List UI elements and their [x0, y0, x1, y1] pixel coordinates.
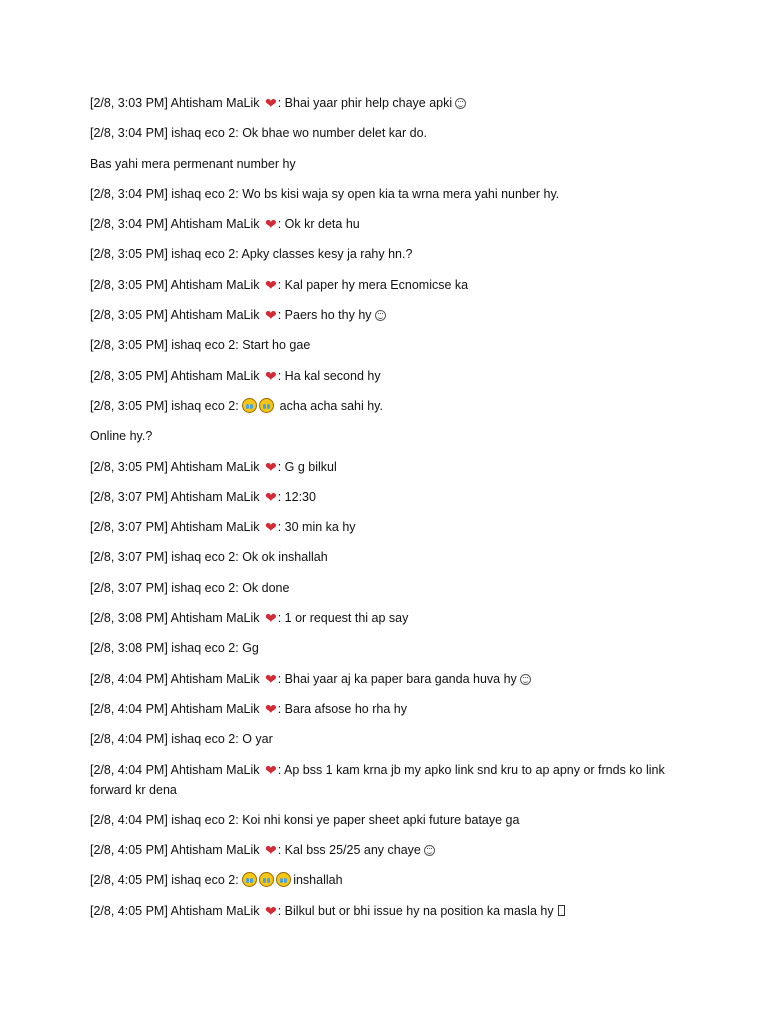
red-heart-icon: ❤	[265, 671, 277, 688]
message-header: [2/8, 3:08 PM] Ahtisham MaLik	[90, 611, 263, 626]
message-header: [2/8, 4:04 PM] Ahtisham MaLik	[90, 671, 263, 686]
message-text: Koi nhi konsi ye paper sheet apki future bataye ga	[242, 812, 520, 827]
smiling-face-icon	[520, 674, 531, 685]
message-text: : Paers ho thy hy	[277, 308, 372, 323]
message-text: Ok bhae wo number delet kar do.	[242, 126, 428, 141]
message-header: [2/8, 3:07 PM] Ahtisham MaLik	[90, 489, 263, 504]
chat-message	[90, 517, 690, 537]
chat-message	[90, 335, 690, 355]
message-text: : 30 min ka hy	[277, 520, 356, 535]
red-heart-icon: ❤	[265, 368, 277, 385]
chat-message	[90, 275, 690, 295]
red-heart-icon: ❤	[265, 217, 277, 234]
chat-message	[90, 901, 690, 921]
message-text: : 12:30	[277, 489, 316, 504]
chat-message	[90, 366, 690, 386]
message-text: : G g bilkul	[277, 459, 337, 474]
chat-message	[90, 608, 690, 628]
chat-message	[90, 184, 690, 204]
message-header: [2/8, 3:05 PM] Ahtisham MaLik	[90, 277, 263, 292]
message-text: : Ha kal second hy	[277, 368, 381, 383]
chat-message	[90, 870, 690, 890]
message-text: : Bhai yaar aj ka paper bara ganda huva hy	[277, 671, 517, 686]
crying-face-icon	[259, 872, 274, 887]
message-text: Gg	[242, 641, 259, 656]
chat-message	[90, 578, 690, 598]
message-header: [2/8, 4:05 PM] ishaq eco 2:	[90, 873, 243, 888]
message-text: Bas yahi mera permenant number hy	[90, 156, 296, 171]
message-header: [2/8, 4:04 PM] ishaq eco 2:	[90, 812, 243, 827]
chat-message	[90, 547, 690, 567]
red-heart-icon: ❤	[265, 762, 277, 779]
message-text: O yar	[242, 732, 273, 747]
crying-face-icon	[259, 398, 274, 413]
chat-message	[90, 214, 690, 234]
message-header: [2/8, 3:08 PM] ishaq eco 2:	[90, 641, 243, 656]
message-header: [2/8, 3:05 PM] Ahtisham MaLik	[90, 308, 263, 323]
missing-glyph-icon	[558, 905, 565, 916]
chat-message	[90, 487, 690, 507]
red-heart-icon: ❤	[265, 611, 277, 628]
chat-message	[90, 699, 690, 719]
red-heart-icon: ❤	[265, 843, 277, 860]
message-header: [2/8, 3:07 PM] ishaq eco 2:	[90, 580, 243, 595]
message-text: : 1 or request thi ap say	[277, 611, 409, 626]
chat-message	[90, 669, 690, 689]
smiling-face-icon	[375, 310, 386, 321]
red-heart-icon: ❤	[265, 520, 277, 537]
chat-message	[90, 244, 690, 264]
message-header: [2/8, 4:05 PM] Ahtisham MaLik	[90, 843, 263, 858]
message-text: Ok done	[242, 580, 290, 595]
message-header: [2/8, 3:04 PM] ishaq eco 2:	[90, 186, 243, 201]
red-heart-icon: ❤	[265, 701, 277, 718]
chat-message	[90, 840, 690, 860]
message-header: [2/8, 3:07 PM] Ahtisham MaLik	[90, 520, 263, 535]
crying-face-icon	[242, 872, 257, 887]
chat-message	[90, 729, 690, 749]
message-text: : Kal paper hy mera Ecnomicse ka	[277, 277, 469, 292]
message-text: inshallah	[293, 873, 343, 888]
red-heart-icon: ❤	[265, 489, 277, 506]
crying-face-icon	[242, 398, 257, 413]
message-header: [2/8, 3:05 PM] ishaq eco 2:	[90, 338, 243, 353]
chat-message	[90, 123, 690, 143]
message-text: acha acha sahi hy.	[276, 398, 383, 413]
message-text: Apky classes kesy ja rahy hn.?	[241, 247, 413, 262]
smiling-face-icon	[424, 845, 435, 856]
message-text: : Bilkul but or bhi issue hy na position ka masla hy	[277, 903, 554, 918]
red-heart-icon: ❤	[265, 277, 277, 294]
message-text: : Kal bss 25/25 any chaye	[277, 843, 421, 858]
message-text: : Bara afsose ho rha hy	[277, 701, 407, 716]
message-header: [2/8, 3:07 PM] ishaq eco 2:	[90, 550, 243, 565]
red-heart-icon: ❤	[265, 96, 277, 112]
message-text: Start ho gae	[242, 338, 311, 353]
chat-message	[90, 760, 690, 800]
chat-message	[90, 426, 690, 446]
chat-message	[90, 457, 690, 477]
crying-face-icon	[276, 872, 291, 887]
message-header: [2/8, 3:05 PM] ishaq eco 2:	[90, 398, 243, 413]
message-header: [2/8, 3:05 PM] Ahtisham MaLik	[90, 459, 263, 474]
chat-message	[90, 810, 690, 830]
message-text: Ok ok inshallah	[242, 550, 328, 565]
message-header: [2/8, 3:04 PM] Ahtisham MaLik	[90, 217, 263, 232]
message-text: Wo bs kisi waja sy open kia ta wrna mera yahi nunber hy.	[242, 186, 560, 201]
message-header: [2/8, 3:05 PM] ishaq eco 2:	[90, 247, 242, 262]
message-text: : Ap bss 1 kam krna jb my apko link snd kru to ap apny or frnds ko link forward kr dena	[90, 762, 665, 797]
message-text: : Bhai yaar phir help chaye apki	[277, 96, 453, 110]
red-heart-icon: ❤	[265, 308, 277, 325]
message-header: [2/8, 3:03 PM] Ahtisham MaLik	[90, 96, 263, 110]
message-header: [2/8, 4:04 PM] ishaq eco 2:	[90, 732, 243, 747]
chat-message	[90, 396, 690, 416]
chat-message	[90, 305, 690, 325]
message-header: [2/8, 4:04 PM] Ahtisham MaLik	[90, 701, 263, 716]
red-heart-icon: ❤	[265, 459, 277, 476]
message-header: [2/8, 4:04 PM] Ahtisham MaLik	[90, 762, 263, 777]
message-text: Online hy.?	[90, 429, 153, 444]
chat-message	[90, 638, 690, 658]
message-header: [2/8, 3:04 PM] ishaq eco 2:	[90, 126, 243, 141]
chat-transcript	[90, 93, 690, 931]
message-text: : Ok kr deta hu	[277, 217, 360, 232]
chat-message	[90, 154, 690, 174]
smiling-face-icon	[455, 98, 466, 109]
chat-message	[90, 93, 690, 113]
message-header: [2/8, 4:05 PM] Ahtisham MaLik	[90, 903, 263, 918]
red-heart-icon: ❤	[265, 903, 277, 920]
message-header: [2/8, 3:05 PM] Ahtisham MaLik	[90, 368, 263, 383]
